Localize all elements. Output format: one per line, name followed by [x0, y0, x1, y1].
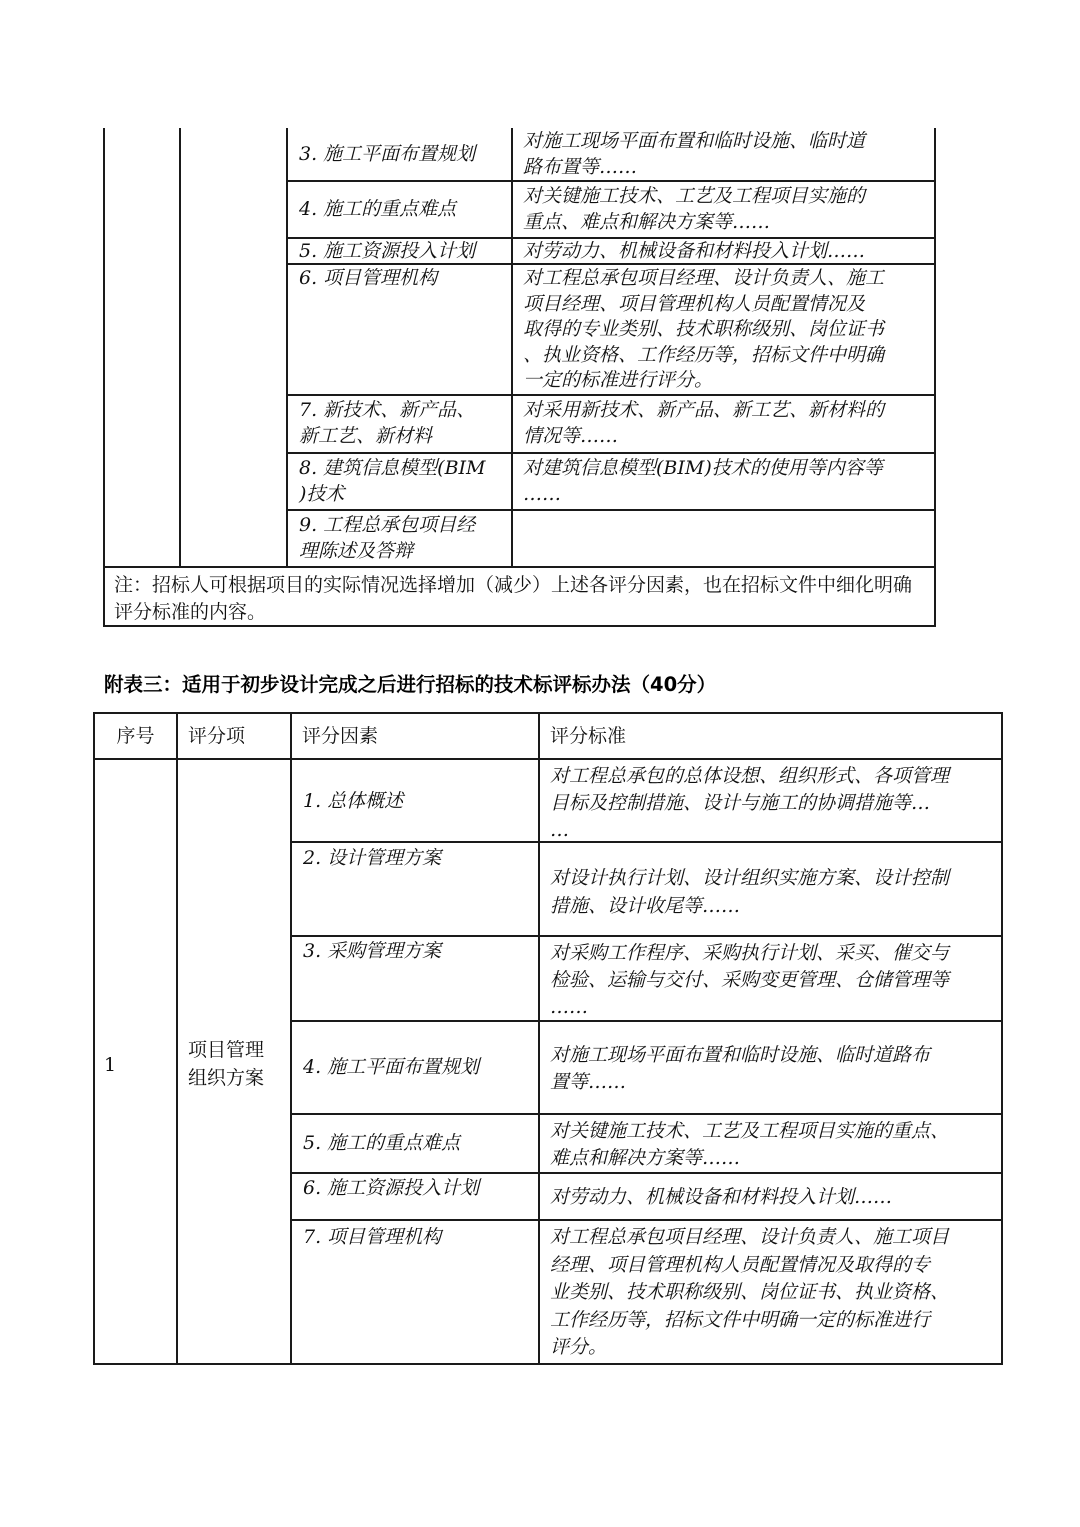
table-cell-standard: 对工程总承包的总体设想、组织形式、各项管理 目标及控制措施、设计与施工的协调措施等… …: [550, 765, 950, 841]
table-cell-standard: 对关键施工技术、工艺及工程项目实施的重点、 难点和解决方案等……: [550, 1120, 950, 1169]
table-cell-standard: 对设计执行计划、设计组织实施方案、设计控制 措施、设计收尾等……: [550, 867, 950, 917]
table-cell-standard: 对工程总承包项目经理、设计负责人、施工 项目经理、项目管理机构人员配置情况及 取得的专业类别、技术职称级别、岗位证书 、执业资格、工作经历等，招标文件中明确 一定的标准进行评分。: [523, 267, 885, 391]
table-cell-factor: 4. 施工的重点难点: [299, 198, 457, 220]
row-number: 1: [104, 1054, 117, 1076]
table-cell-factor: 5. 施工的重点难点: [303, 1132, 461, 1154]
table-cell-factor: 2. 设计管理方案: [303, 847, 442, 869]
table-note: 注：招标人可根据项目的实际情况选择增加（减少）上述各评分因素，也在招标文件中细化明确评分标准的内容。: [114, 574, 913, 623]
header-factor: 评分因素: [302, 725, 379, 747]
table-cell-standard: 对施工现场平面布置和临时设施、临时道 路布置等……: [523, 130, 866, 178]
table-cell-factor: 9. 工程总承包项目经 理陈述及答辩: [299, 514, 476, 562]
table-cell-standard: 对劳动力、机械设备和材料投入计划……: [550, 1186, 893, 1208]
table-cell-factor: 6. 项目管理机构: [299, 267, 438, 289]
table-cell-factor: 7. 新技术、新产品、 新工艺、新材料: [299, 399, 476, 447]
table-cell-standard: 对施工现场平面布置和临时设施、临时道路布 置等……: [550, 1044, 931, 1093]
row-item: 项目管理 组织方案: [188, 1039, 265, 1089]
table-cell-factor: 6. 施工资源投入计划: [303, 1177, 480, 1199]
header-item: 评分项: [188, 725, 246, 747]
header-no: 序号: [116, 725, 155, 747]
table-cell-standard: 对采购工作程序、采购执行计划、采买、催交与 检验、运输与交付、采购变更管理、仓储管理等 ……: [550, 942, 950, 1018]
appendix-title: 附表三：适用于初步设计完成之后进行招标的技术标评标办法（40分）: [104, 673, 717, 696]
table-cell-factor: 3. 施工平面布置规划: [299, 143, 476, 165]
table-cell-standard: 对采用新技术、新产品、新工艺、新材料的 情况等……: [523, 399, 885, 447]
table-cell-standard: 对建筑信息模型(BIM)技术的使用等内容等 ……: [523, 457, 883, 505]
table-cell-factor: 5. 施工资源投入计划: [299, 240, 476, 262]
table-cell-factor: 3. 采购管理方案: [303, 940, 442, 962]
table-cell-standard: 对劳动力、机械设备和材料投入计划……: [523, 240, 866, 262]
table-cell-standard: 对关键施工技术、工艺及工程项目实施的 重点、难点和解决方案等……: [523, 185, 866, 233]
table-cell-factor: 4. 施工平面布置规划: [303, 1056, 480, 1078]
table-cell-factor: 1. 总体概述: [303, 790, 404, 812]
header-standard: 评分标准: [550, 725, 627, 747]
table-cell-factor: 8. 建筑信息模型(BIM )技术: [299, 457, 486, 505]
table-cell-factor: 7. 项目管理机构: [303, 1226, 442, 1248]
table-cell-standard: 对工程总承包项目经理、设计负责人、施工项目 经理、项目管理机构人员配置情况及取得的专 业类别、技术职称级别、岗位证书、执业资格、 工作经历等，招标文件中明确一定的标准进行 评分。: [550, 1226, 950, 1358]
